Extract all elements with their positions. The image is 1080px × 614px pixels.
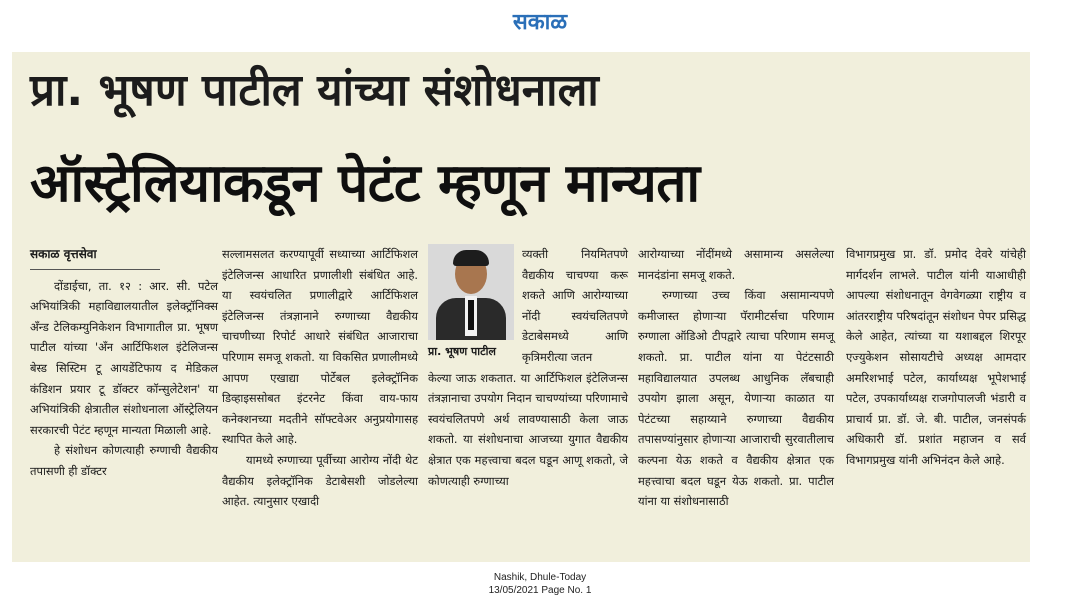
publication-footer — [0, 571, 1080, 597]
paragraph: विभागप्रमुख प्रा. डॉ. प्रमोद देवरे यांचेही मार्गदर्शन लाभले. पाटील यांनी याआधीही आपल्या संशोधनातून वेगवेगळ्या राष्ट्रीय व आंतरराष्ट्रीय परिषदांतून संशोधन पेपर प्रसिद्ध केले आहेत, त्यांच्या या यशाबद्दल शिरपूर एज्युकेशन सोसायटीचे अध्यक्ष आमदार अमरिशभाई पटेल, कार्याध्यक्ष भूपेशभाई पटेल, उपकार्याध्यक्ष राजगोपालजी भंडारी व प्राचार्य प्रा. डॉ. जे. बी. पाटील, जनसंपर्क अधिकारी डॉ. प्रशांत महाजन व सर्व विभागप्रमुख यांनी अभिनंदन केले आहे. — [846, 247, 1026, 467]
article-column-4 — [638, 244, 834, 512]
date-page-label: 13/05/2021 Page No. 1 — [488, 585, 592, 596]
paragraph: रुग्णाच्या उच्च किंवा असामान्यपणे कमीजास्त होणाऱ्या पॅरामीटर्सचा परिणाम रुग्णाला ऑडिओ टीपद्वारे त्याचा परिणाम समजू शकतो. प्रा. पाटील यांना या पेटंटसाठी महाविद्यालयात उपलब्ध आधुनिक लॅबचाही उपयोग झाला असून, येणाऱ्या काळात या पेटंटच्या सहाय्याने रुग्णाच्या वैद्यकीय तपासण्यांनुसार होणाऱ्या आजाराची सुरवातीलाच कल्पना येऊ शकते व वैद्यकीय क्षेत्रात एक महत्त्वाचा बदल घडून येऊ शकतो. प्रा. पाटील यांना या संशोधनासाठी — [638, 288, 834, 509]
edition-label: Nashik, Dhule-Today — [493, 572, 587, 583]
photo-caption: प्रा. भूषण पाटील — [428, 345, 496, 358]
paragraph: दोंडाईचा, ता. १२ : आर. सी. पटेल अभियांत्रिकी महाविद्यालयातील इलेक्ट्रॉनिक्स अँन्ड टेलिकम्युनिकेशन विभागातील प्रा. भूषण पाटील यांच्या 'अँन आर्टिफिशल इंटेलिजन्स बेस्ड सिस्टिम टू आयडेंटिफाय द मेडिकल कंडिशन प्रयार टू डॉक्टर कॉन्सुलेटेशन' या अभियांत्रिकी क्षेत्रातील संशोधनाला ऑस्ट्रेलियन सरकारची पेटंट म्हणून मान्यता मिळाली आहे. — [30, 278, 218, 437]
author-photo — [428, 244, 514, 340]
article-column-2 — [222, 244, 418, 512]
headline-line-2: ऑस्ट्रेलियाकडून पेटंट म्हणून मान्यता — [30, 153, 700, 214]
headline-line-1: प्रा. भूषण पाटील यांच्या संशोधनाला — [30, 65, 599, 116]
paragraph: यामध्ये रुग्णाच्या पूर्वीच्या आरोग्य नोंदी थेट वैद्यकीय इलेक्ट्रॉनिक डेटाबेसशी जोडलेल्या आहेत. त्यानुसार एखादी — [222, 452, 418, 509]
byline: सकाळ वृत्तसेवा — [30, 244, 160, 270]
paragraph: केल्या जाऊ शकतात. या आर्टिफिशल इंटेलिजन्स तंत्रज्ञानाचा उपयोग निदान चाचण्यांच्या परिणामाचे स्वयंचलितपणे अर्थ लावण्यासाठी केला जाऊ शकतो. या संशोधनाचा आजच्या युगात वैद्यकीय क्षेत्रात एक महत्त्वाचा बदल घडून आणू शकतो, जे कोणत्याही रुग्णाच्या — [428, 370, 628, 488]
article-column-3 — [428, 244, 628, 491]
paragraph: व्यक्ती नियमितपणे वैद्यकीय चाचण्या करू शकते आणि आरोग्याच्या नोंदी स्वयंचलितपणे डेटाबेसमध्ये आणि कृत्रिमरीत्या जतन — [522, 247, 628, 364]
photo-block — [428, 244, 628, 368]
paragraph: आरोग्याच्या नोंदींमध्ये असामान्य असलेल्या मानदंडांना समजू शकते. — [638, 247, 834, 282]
article-column-5 — [846, 244, 1026, 471]
paragraph: सल्लामसलत करण्यापूर्वी सध्याच्या आर्टिफिशल इंटेलिजन्स आधारित प्रणालीशी संबंधित आहे. या स्वयंचलित प्रणालीद्वारे आर्टिफिशल इंटेलिजन्स तंत्रज्ञानाने रुग्णाच्या वैद्यकीय चाचणीच्या रिपोर्ट आधारे संबंधित आजाराचा परिणाम समजू शकतो. या विकसित प्रणालीमध्ये आपण एखाद्या पोर्टेबल इलेक्ट्रॉनिक डिव्हाइससोबत इंटरनेट किंवा वाय-फाय कनेक्शनच्या मदतीने सॉफ्टवेअर अनुप्रयोगासह स्थापित केले आहे. — [222, 247, 418, 447]
article-column-1 — [30, 244, 218, 482]
newspaper-masthead: सकाळ — [512, 10, 568, 35]
news-clipping — [12, 52, 1030, 562]
photo-with-caption — [428, 244, 514, 368]
paragraph: हे संशोधन कोणत्याही रुग्णाची वैद्यकीय तपासणी ही डॉक्टर — [30, 443, 218, 478]
